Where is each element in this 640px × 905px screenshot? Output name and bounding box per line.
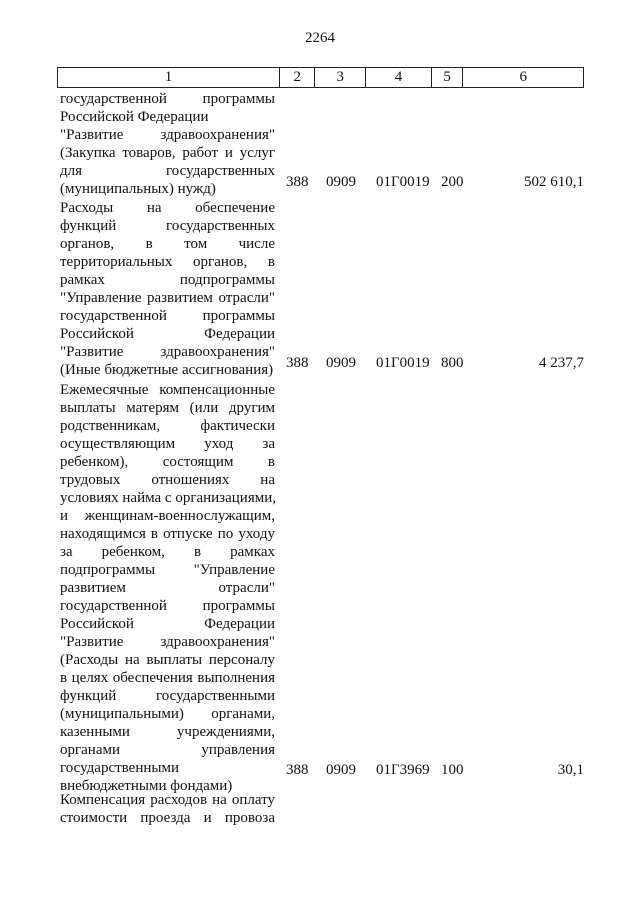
col-header-1: 1 [58,68,280,88]
page-number: 2264 [305,30,335,46]
description-line: выплаты матерям (или другим [60,400,275,416]
description-line: подпрограммы "Управление [60,562,275,578]
description-line: государственной программы [60,91,275,107]
col-header-4: 4 [366,68,432,88]
target-article-code: 01Г0019 [376,174,430,190]
expense-type-code: 800 [441,355,464,371]
description-line: находящимся в отпуске по уходу [60,526,275,542]
description-line: "Управление развитием отрасли" [60,290,275,306]
description-line: (Иные бюджетные ассигнования) [60,362,274,378]
col-header-3: 3 [315,68,366,88]
description-line: трудовых отношениях на [60,472,275,488]
description-line: "Развитие здравоохранения" [60,344,275,360]
amount: 502 610,1 [524,174,584,190]
description-line: осуществляющим уход за [60,436,275,452]
description-line: территориальных органов, в [60,254,275,270]
col-header-6: 6 [463,68,584,88]
description-line: и женщинам-военнослужащим, [60,508,275,524]
description-line: Ежемесячные компенсационные [60,382,275,398]
description-line: органами управления [60,742,275,758]
description-line: государственной программы [60,598,275,614]
col-header-5: 5 [431,68,462,88]
row-description [60,199,275,379]
amount: 4 237,7 [539,355,584,371]
description-line: за ребенком, в рамках [60,544,275,560]
description-line: рамках подпрограммы [60,272,275,288]
description-line: государственными [60,760,179,776]
description-line: функций государственных [60,218,275,234]
description-line: казенными учреждениями, [60,724,275,740]
row-description [60,791,275,827]
description-line: (муниципальных) нужд) [60,181,216,197]
description-line: внебюджетными фондами) [60,778,233,794]
target-article-code: 01Г0019 [376,355,430,371]
row-description [60,90,275,198]
description-line: государственной программы [60,308,275,324]
description-line: (Расходы на выплаты персоналу [60,652,275,668]
description-line: ребенком), состоящим в [60,454,275,470]
amount: 30,1 [557,762,584,778]
row-description [60,381,275,795]
section-code: 0909 [326,355,356,371]
description-line: Российской Федерации [60,326,275,342]
description-line: для государственных [60,163,275,179]
description-line: Расходы на обеспечение [60,200,275,216]
column-header-table [57,67,584,88]
grbs-code: 388 [286,762,309,778]
col-header-2: 2 [279,68,314,88]
description-line: развитием отрасли" [60,580,275,596]
description-line: "Развитие здравоохранения" [60,634,275,650]
description-line: условиях найма с организациями, [60,490,276,506]
section-code: 0909 [326,174,356,190]
description-line: родственникам, фактически [60,418,275,434]
description-line: (муниципальными) органами, [60,706,275,722]
expense-type-code: 200 [441,174,464,190]
description-line: Компенсация расходов на оплату [60,792,275,808]
description-line: органов, в том числе [60,236,275,252]
description-line: Российской Федерации [60,616,275,632]
description-line: Российской Федерации [60,109,209,125]
expense-type-code: 100 [441,762,464,778]
description-line: (Закупка товаров, работ и услуг [60,145,275,161]
section-code: 0909 [326,762,356,778]
grbs-code: 388 [286,355,309,371]
description-line: в целях обеспечения выполнения [60,670,275,686]
target-article-code: 01Г3969 [376,762,430,778]
grbs-code: 388 [286,174,309,190]
description-line: "Развитие здравоохранения" [60,127,275,143]
description-line: стоимости проезда и провоза [60,810,275,826]
description-line: функций государственными [60,688,275,704]
column-header-row [58,68,584,88]
